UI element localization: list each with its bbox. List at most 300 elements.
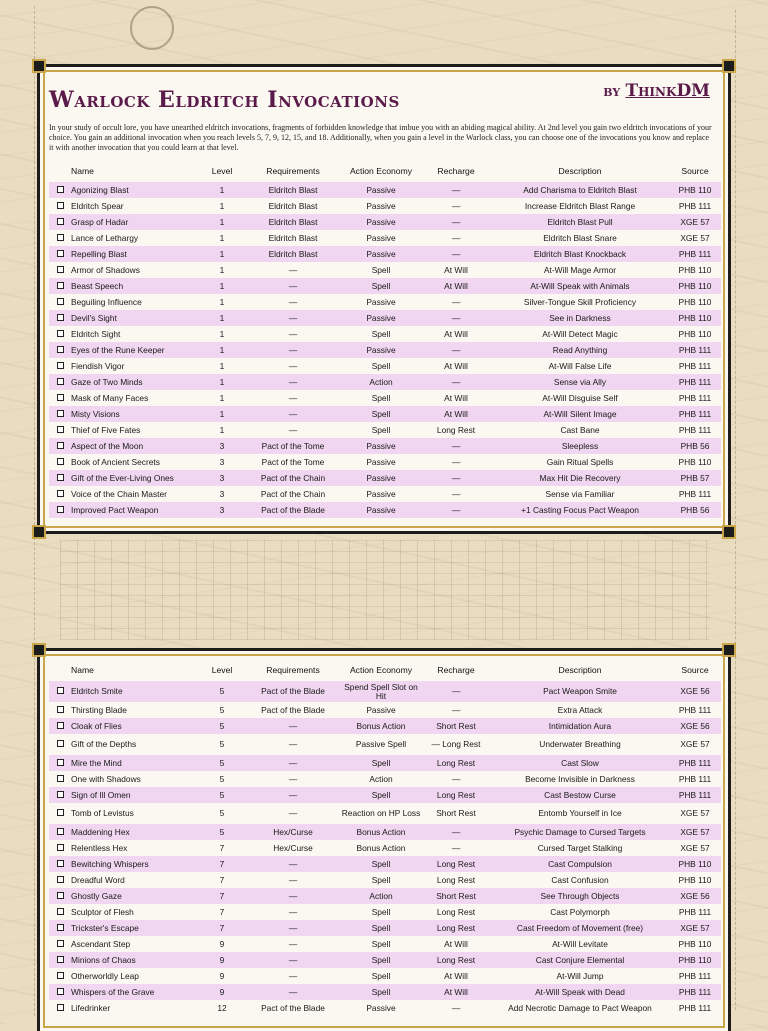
header-action-economy: Action Economy [349,665,413,675]
table-row [49,198,721,214]
cell-checkbox [49,787,71,803]
cell-recharge: At Will [421,326,491,342]
cell-action-economy: Spell [341,787,421,803]
cell-description: Intimidation Aura [491,718,669,734]
row-checkbox[interactable] [57,362,64,369]
cell-checkbox [49,326,71,342]
panel-corner-ornament [722,643,736,657]
cell-name: One with Shadows [71,771,199,787]
cell-name: Ascendant Step [71,936,199,952]
cell-name: Whispers of the Grave [71,984,199,1000]
row-checkbox[interactable] [57,458,64,465]
cell-recharge: Long Rest [421,755,491,771]
cell-description: Silver-Tongue Skill Proficiency [491,294,669,310]
cell-requirements: — [245,936,341,952]
cell-requirements: — [245,390,341,406]
table-row [49,734,721,755]
cell-recharge: Short Rest [421,888,491,904]
cell-source: PHB 111 [669,904,721,920]
cell-recharge: — [421,214,491,230]
cell-checkbox [49,198,71,214]
cell-action-economy: Action [341,374,421,390]
header-action-economy: Action Economy [349,166,413,176]
cell-source: PHB 110 [669,952,721,968]
row-checkbox[interactable] [57,924,64,931]
cell-name: Grasp of Hadar [71,214,199,230]
cell-checkbox [49,278,71,294]
cell-description: Cast Conjure Elemental [491,952,669,968]
cell-action-economy: Passive [341,1000,421,1016]
cell-source: PHB 111 [669,755,721,771]
row-checkbox[interactable] [57,687,64,694]
cell-name: Sign of Ill Omen [71,787,199,803]
panel-corner-ornament [32,643,46,657]
cell-description: At-Will Disguise Self [491,390,669,406]
cell-checkbox [49,856,71,872]
cell-description: Cast Bestow Curse [491,787,669,803]
cell-requirements: — [245,734,341,755]
cell-source: PHB 110 [669,310,721,326]
row-checkbox[interactable] [57,202,64,209]
row-checkbox[interactable] [57,759,64,766]
cell-source: PHB 111 [669,787,721,803]
cell-requirements: Pact of the Blade [245,1000,341,1016]
row-checkbox[interactable] [57,426,64,433]
row-checkbox[interactable] [57,775,64,782]
cell-source: PHB 110 [669,182,721,198]
cell-source: PHB 110 [669,294,721,310]
cell-description: Gain Ritual Spells [491,454,669,470]
table-row [49,214,721,230]
cell-recharge: Short Rest [421,718,491,734]
row-checkbox[interactable] [57,844,64,851]
cell-action-economy: Spell [341,390,421,406]
cell-level: 5 [199,734,245,755]
cell-description: At-Will Levitate [491,936,669,952]
cell-description: Cast Freedom of Movement (free) [491,920,669,936]
table-row [49,502,721,518]
cell-source: PHB 111 [669,374,721,390]
cell-level: 3 [199,438,245,454]
background-scribble [4,6,35,1016]
cell-level: 1 [199,342,245,358]
cell-action-economy: Passive [341,214,421,230]
header-level: Level [211,166,233,176]
cell-level: 5 [199,755,245,771]
cell-level: 3 [199,502,245,518]
cell-level: 1 [199,262,245,278]
cell-source: PHB 111 [669,246,721,262]
cell-action-economy: Spell [341,920,421,936]
cell-description: Cast Confusion [491,872,669,888]
cell-source: PHB 111 [669,968,721,984]
header-checkbox [49,659,71,681]
table-row [49,326,721,342]
cell-recharge: At Will [421,358,491,374]
cell-level: 1 [199,422,245,438]
row-checkbox[interactable] [57,706,64,713]
cell-recharge: — [421,342,491,358]
table-row [49,920,721,936]
row-checkbox[interactable] [57,860,64,867]
cell-requirements: — [245,326,341,342]
cell-requirements: Eldritch Blast [245,198,341,214]
cell-action-economy: Spell [341,406,421,422]
cell-level: 1 [199,294,245,310]
cell-recharge: At Will [421,390,491,406]
cell-source: XGE 57 [669,230,721,246]
cell-level: 1 [199,374,245,390]
cell-action-economy: Spend Spell Slot on Hit [341,681,421,702]
cell-name: Ghostly Gaze [71,888,199,904]
cell-recharge: — [421,681,491,702]
cell-recharge: Long Rest [421,872,491,888]
cell-description: Add Charisma to Eldritch Blast [491,182,669,198]
cell-source: PHB 110 [669,856,721,872]
table-row [49,936,721,952]
invocations-panel-2 [37,648,731,1031]
cell-source: PHB 56 [669,502,721,518]
row-checkbox[interactable] [57,1004,64,1011]
cell-recharge: Long Rest [421,952,491,968]
cell-description: Eldritch Blast Knockback [491,246,669,262]
row-checkbox[interactable] [57,940,64,947]
cell-recharge: — [421,310,491,326]
row-checkbox[interactable] [57,394,64,401]
cell-description: At-Will False Life [491,358,669,374]
row-checkbox[interactable] [57,330,64,337]
cell-source: XGE 57 [669,803,721,824]
invocations-table-2 [49,659,721,1016]
cell-description: Psychic Damage to Cursed Targets [491,824,669,840]
cell-checkbox [49,262,71,278]
cell-name: Tomb of Levistus [71,803,199,824]
table-row [49,390,721,406]
cell-source: XGE 57 [669,734,721,755]
row-checkbox[interactable] [57,740,64,747]
cell-checkbox [49,702,71,718]
cell-description: Read Anything [491,342,669,358]
table-row [49,904,721,920]
row-checkbox[interactable] [57,828,64,835]
row-checkbox[interactable] [57,378,64,385]
cell-checkbox [49,872,71,888]
cell-recharge: — [421,840,491,856]
cell-requirements: Hex/Curse [245,840,341,856]
row-checkbox[interactable] [57,908,64,915]
cell-level: 7 [199,920,245,936]
cell-requirements: Pact of the Blade [245,502,341,518]
cell-checkbox [49,1000,71,1016]
cell-source: PHB 111 [669,1000,721,1016]
cell-requirements: Eldritch Blast [245,182,341,198]
cell-checkbox [49,840,71,856]
cell-source: PHB 111 [669,422,721,438]
cell-recharge: — [421,182,491,198]
table-row [49,803,721,824]
cell-checkbox [49,968,71,984]
cell-description: Sense via Ally [491,374,669,390]
row-checkbox[interactable] [57,234,64,241]
cell-action-economy: Spell [341,278,421,294]
cell-description: At-Will Speak with Dead [491,984,669,1000]
cell-description: Cast Slow [491,755,669,771]
cell-name: Eldritch Spear [71,198,199,214]
row-checkbox[interactable] [57,266,64,273]
header-description: Description [558,166,602,176]
cell-requirements: — [245,872,341,888]
table-row [49,888,721,904]
cell-requirements: — [245,278,341,294]
cell-description: Become Invisible in Darkness [491,771,669,787]
cell-name: Voice of the Chain Master [71,486,199,502]
cell-level: 12 [199,1000,245,1016]
row-checkbox[interactable] [57,442,64,449]
cell-action-economy: Spell [341,326,421,342]
background-scribble [735,10,764,1010]
cell-description: At-Will Jump [491,968,669,984]
cell-requirements: — [245,262,341,278]
table-row [49,294,721,310]
cell-description: Sense via Familiar [491,486,669,502]
row-checkbox[interactable] [57,314,64,321]
cell-recharge: — [421,454,491,470]
cell-requirements: Pact of the Chain [245,486,341,502]
cell-action-economy: Passive [341,182,421,198]
cell-description: See in Darkness [491,310,669,326]
cell-description: Cursed Target Stalking [491,840,669,856]
cell-checkbox [49,920,71,936]
cell-action-economy: Spell [341,952,421,968]
cell-checkbox [49,342,71,358]
cell-checkbox [49,734,71,755]
cell-recharge: At Will [421,406,491,422]
cell-requirements: — [245,787,341,803]
cell-description: At-Will Mage Armor [491,262,669,278]
cell-action-economy: Spell [341,755,421,771]
row-checkbox[interactable] [57,218,64,225]
cell-level: 3 [199,454,245,470]
row-checkbox[interactable] [57,809,64,816]
cell-level: 1 [199,358,245,374]
cell-action-economy: Passive [341,246,421,262]
cell-name: Trickster's Escape [71,920,199,936]
cell-requirements: Eldritch Blast [245,214,341,230]
cell-recharge: At Will [421,278,491,294]
row-checkbox[interactable] [57,474,64,481]
cell-checkbox [49,470,71,486]
cell-source: PHB 111 [669,358,721,374]
author-link[interactable]: ThinkDM [625,81,710,101]
cell-level: 3 [199,470,245,486]
cell-action-economy: Passive Spell [341,734,421,755]
header-checkbox [49,160,71,182]
cell-level: 9 [199,968,245,984]
cell-recharge: — [421,198,491,214]
cell-name: Thirsting Blade [71,702,199,718]
cell-action-economy: Passive [341,310,421,326]
cell-name: Cloak of Flies [71,718,199,734]
cell-requirements: Pact of the Tome [245,454,341,470]
cell-recharge: — [421,246,491,262]
table-row [49,358,721,374]
cell-source: PHB 111 [669,486,721,502]
cell-recharge: Short Rest [421,803,491,824]
cell-requirements: — [245,342,341,358]
cell-name: Devil's Sight [71,310,199,326]
cell-requirements: — [245,718,341,734]
cell-action-economy: Spell [341,856,421,872]
page-title: Warlock Eldritch Invocations [49,87,400,113]
cell-description: Increase Eldritch Blast Range [491,198,669,214]
cell-requirements: — [245,856,341,872]
row-checkbox[interactable] [57,956,64,963]
cell-description: Underwater Breathing [491,734,669,755]
cell-recharge: — [421,824,491,840]
cell-recharge: At Will [421,968,491,984]
cell-level: 5 [199,771,245,787]
header-requirements: Requirements [266,166,320,176]
cell-name: Mask of Many Faces [71,390,199,406]
cell-requirements: Pact of the Tome [245,438,341,454]
cell-action-economy: Bonus Action [341,718,421,734]
cell-source: XGE 57 [669,214,721,230]
table-row [49,470,721,486]
background-sketch [60,540,710,640]
cell-name: Dreadful Word [71,872,199,888]
cell-action-economy: Action [341,888,421,904]
cell-action-economy: Spell [341,936,421,952]
table-header-row [49,160,721,182]
cell-checkbox [49,406,71,422]
cell-requirements: — [245,952,341,968]
table-row [49,310,721,326]
cell-checkbox [49,904,71,920]
row-checkbox[interactable] [57,972,64,979]
cell-level: 5 [199,702,245,718]
cell-action-economy: Passive [341,486,421,502]
cell-level: 5 [199,787,245,803]
row-checkbox[interactable] [57,346,64,353]
row-checkbox[interactable] [57,876,64,883]
row-checkbox[interactable] [57,722,64,729]
row-checkbox[interactable] [57,490,64,497]
cell-level: 7 [199,904,245,920]
cell-checkbox [49,294,71,310]
cell-recharge: — [421,486,491,502]
cell-recharge: At Will [421,262,491,278]
cell-description: At-Will Speak with Animals [491,278,669,294]
table-row [49,681,721,702]
cell-requirements: Hex/Curse [245,824,341,840]
cell-description: Pact Weapon Smite [491,681,669,702]
cell-name: Agonizing Blast [71,182,199,198]
cell-source: XGE 57 [669,824,721,840]
cell-checkbox [49,936,71,952]
cell-recharge: At Will [421,936,491,952]
cell-recharge: — [421,470,491,486]
cell-level: 1 [199,214,245,230]
cell-checkbox [49,422,71,438]
cell-source: PHB 57 [669,470,721,486]
cell-checkbox [49,390,71,406]
row-checkbox[interactable] [57,410,64,417]
cell-action-economy: Passive [341,198,421,214]
cell-description: Sleepless [491,438,669,454]
row-checkbox[interactable] [57,892,64,899]
cell-level: 9 [199,936,245,952]
row-checkbox[interactable] [57,506,64,513]
cell-source: PHB 111 [669,702,721,718]
cell-recharge: — [421,771,491,787]
table-row [49,755,721,771]
cell-name: Eldritch Sight [71,326,199,342]
cell-name: Gift of the Ever-Living Ones [71,470,199,486]
header-level: Level [211,665,233,675]
cell-checkbox [49,358,71,374]
cell-level: 5 [199,681,245,702]
cell-checkbox [49,214,71,230]
cell-checkbox [49,502,71,518]
cell-recharge: — [421,502,491,518]
cell-description: Eldritch Blast Pull [491,214,669,230]
row-checkbox[interactable] [57,186,64,193]
table-row [49,486,721,502]
cell-name: Mire the Mind [71,755,199,771]
cell-recharge: — [421,374,491,390]
row-checkbox[interactable] [57,791,64,798]
cell-description: +1 Casting Focus Pact Weapon [491,502,669,518]
cell-checkbox [49,803,71,824]
cell-name: Gift of the Depths [71,734,199,755]
cell-level: 5 [199,824,245,840]
cell-level: 7 [199,872,245,888]
row-checkbox[interactable] [57,282,64,289]
background-sketch [130,6,174,50]
table-body-1 [49,182,721,518]
cell-checkbox [49,374,71,390]
cell-source: PHB 110 [669,326,721,342]
cell-name: Gaze of Two Minds [71,374,199,390]
cell-checkbox [49,486,71,502]
cell-name: Lance of Lethargy [71,230,199,246]
cell-recharge: Long Rest [421,856,491,872]
cell-action-economy: Bonus Action [341,824,421,840]
table-row [49,246,721,262]
cell-requirements: — [245,755,341,771]
row-checkbox[interactable] [57,250,64,257]
cell-action-economy: Passive [341,230,421,246]
cell-source: PHB 111 [669,406,721,422]
cell-name: Bewitching Whispers [71,856,199,872]
cell-requirements: Pact of the Blade [245,702,341,718]
cell-level: 9 [199,952,245,968]
cell-description: Eldritch Blast Snare [491,230,669,246]
cell-source: XGE 56 [669,888,721,904]
cell-requirements: — [245,968,341,984]
cell-name: Misty Visions [71,406,199,422]
cell-checkbox [49,755,71,771]
row-checkbox[interactable] [57,988,64,995]
row-checkbox[interactable] [57,298,64,305]
cell-recharge: — [421,702,491,718]
cell-checkbox [49,681,71,702]
cell-source: PHB 110 [669,262,721,278]
table-row [49,342,721,358]
header-name: Name [71,166,94,176]
cell-checkbox [49,984,71,1000]
cell-level: 1 [199,406,245,422]
